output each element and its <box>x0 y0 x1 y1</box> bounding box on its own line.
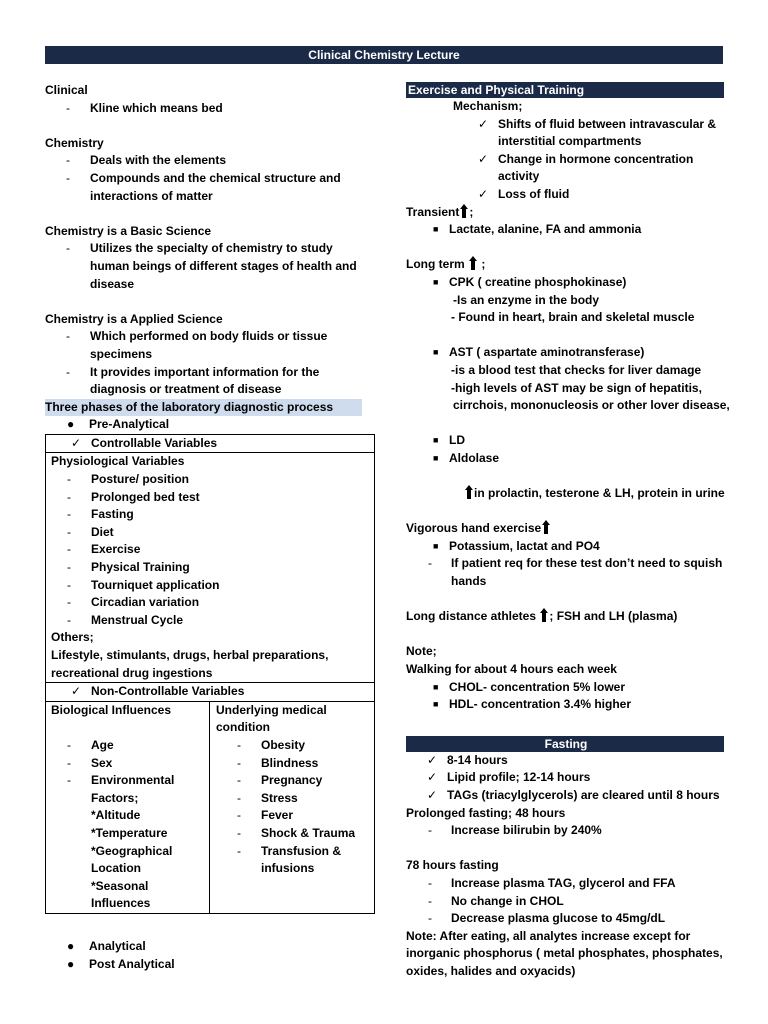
long-term-label: Long term ; <box>406 257 486 272</box>
heading-biological: Biological Influences <box>51 702 172 717</box>
medical-list <box>210 737 374 878</box>
note-label: Note; <box>406 644 437 659</box>
list-item: - Sex <box>67 755 113 770</box>
up-arrow-icon <box>543 520 549 534</box>
list-item: - Increase bilirubin by 240% <box>428 823 602 838</box>
list-item: ✓ TAGs (triacylglycerols) are cleared until 8 hours <box>427 787 720 802</box>
list-item: - Physical Training <box>67 560 190 575</box>
heading-applied-science: Chemistry is a Applied Science <box>45 311 223 326</box>
list-item: ■ Aldolase <box>433 450 500 465</box>
list-item: ■ HDL- concentration 3.4% higher <box>433 697 632 712</box>
transient-label: Transient ; <box>406 204 474 219</box>
up-arrow-icon <box>541 608 547 622</box>
list-item: - Kline which means bed <box>66 100 223 115</box>
list-item: - Fasting <box>67 507 134 522</box>
heading-medical: Underlying medical condition <box>216 702 327 735</box>
walking-text: Walking for about 4 hours each week <box>406 662 617 676</box>
list-item: ■ LD <box>433 433 465 448</box>
list-item: ● Analytical <box>67 938 146 953</box>
list-item: ■ CPK ( creatine phosphokinase) <box>433 274 627 289</box>
heading-basic-science: Chemistry is a Basic Science <box>45 223 212 238</box>
heading-clinical: Clinical <box>45 83 88 97</box>
heading-fasting: Fasting <box>406 736 724 752</box>
list-item: ✓ Controllable Variables <box>46 435 374 454</box>
list-item: - Prolonged bed test <box>67 489 200 504</box>
list-item: - Fever <box>237 808 294 823</box>
heading-exercise: Exercise and Physical Training <box>406 82 724 98</box>
list-item: - Stress <box>237 790 298 805</box>
cpk-note: -Is an enzyme in the body <box>453 292 600 307</box>
non-controllable-table <box>45 702 375 914</box>
list-item: - Exercise <box>67 542 141 557</box>
list-item: ✓ Non-Controllable Variables <box>45 683 375 702</box>
heading-chemistry: Chemistry <box>45 135 104 150</box>
heading-others: Others; <box>51 630 94 645</box>
page-title: Clinical Chemistry Lecture <box>45 46 723 64</box>
list-item: ✓ Loss of fluid <box>478 186 570 201</box>
cpk-note: - Found in heart, brain and skeletal muscle <box>451 310 695 325</box>
list-item: ● Pre-Analytical <box>67 417 170 432</box>
ast-note: cirrchois, mononucleosis or other lover disease, <box>453 398 730 413</box>
list-item: ✓ Shifts of fluid between intravascular & interstitial compartments <box>478 116 717 149</box>
list-item: - Blindness <box>237 755 319 770</box>
right-column <box>406 82 730 981</box>
list-item: - If patient req for these test don’t need to squish hands <box>428 556 723 589</box>
list-item: ✓ Change in hormone concentration activity <box>478 151 694 184</box>
list-item: - Obesity <box>237 737 306 752</box>
list-item: - Environmental Factors; <box>67 773 175 805</box>
controllable-variables-box <box>45 434 375 683</box>
list-item: ■ CHOL- concentration 5% lower <box>433 679 626 694</box>
athletes-line: Long distance athletes ; FSH and LH (plasma) <box>406 609 678 624</box>
list-item: ■ Lactate, alanine, FA and ammonia <box>433 222 642 237</box>
up-arrow-icon <box>466 485 472 499</box>
list-item: - Pregnancy <box>237 773 323 788</box>
ast-note: -high levels of AST may be sign of hepatitis, <box>451 380 702 395</box>
list-item: - Circadian variation <box>67 595 200 610</box>
ast-note: -is a blood test that checks for liver damage <box>451 362 702 377</box>
list-item: - Which performed on body fluids or tissue specimens <box>66 329 328 361</box>
bio-sub: *Altitude *Temperature *Geographical Location *Seasonal Influences <box>91 808 173 911</box>
final-note: Note: After eating, all analytes increase except for inorganic phosphorus ( metal phosphates, phosphates, oxides, halides and oxyacids) <box>406 928 723 978</box>
list-item: - Utilizes the specialty of chemistry to study human beings of different stages of health and disease <box>66 241 357 291</box>
up-arrow-icon <box>461 204 467 218</box>
h78-label: 78 hours fasting <box>406 858 499 873</box>
vigorous-label: Vigorous hand exercise <box>406 520 724 538</box>
list-item: - It provides important information for the diagnosis or treatment of disease <box>66 364 320 397</box>
list-item: - Shock & Trauma <box>237 825 356 840</box>
physiological-list <box>46 471 374 629</box>
prolonged-label: Prolonged fasting; 48 hours <box>406 805 566 820</box>
list-item: ✓ 8-14 hours <box>427 752 508 767</box>
list-item: - Diet <box>67 524 114 539</box>
list-item: ✓ Lipid profile; 12-14 hours <box>427 770 591 785</box>
list-item: - Transfusion & infusions <box>237 843 342 876</box>
list-item: - Deals with the elements <box>66 153 227 168</box>
left-column <box>45 82 375 973</box>
list-item: - Compounds and the chemical structure and interactions of matter <box>66 170 341 203</box>
list-item: - No change in CHOL <box>428 893 564 908</box>
list-item: - Posture/ position <box>67 472 190 487</box>
list-item: - Increase plasma TAG, glycerol and FFA <box>428 875 676 890</box>
heading-three-phases: Three phases of the laboratory diagnostic process <box>45 399 362 417</box>
heading-physiological: Physiological Variables <box>51 454 185 469</box>
others-text: Lifestyle, stimulants, drugs, herbal preparations, recreational drug ingestions <box>51 648 329 680</box>
list-item: - Menstrual Cycle <box>67 612 184 627</box>
list-item: - Tourniquet application <box>67 577 220 592</box>
list-item: - Age <box>67 737 114 752</box>
list-item: ■ AST ( aspartate aminotransferase) <box>433 345 645 360</box>
list-item: ■ Potassium, lactat and PO4 <box>433 538 600 553</box>
list-item: - Decrease plasma glucose to 45mg/dL <box>428 911 666 926</box>
up-arrow-icon <box>470 256 476 270</box>
prolactin-line: in prolactin, testerone & LH, protein in urine <box>406 485 724 503</box>
mechanism-label: Mechanism; <box>453 99 523 113</box>
list-item: ● Post Analytical <box>67 956 175 971</box>
